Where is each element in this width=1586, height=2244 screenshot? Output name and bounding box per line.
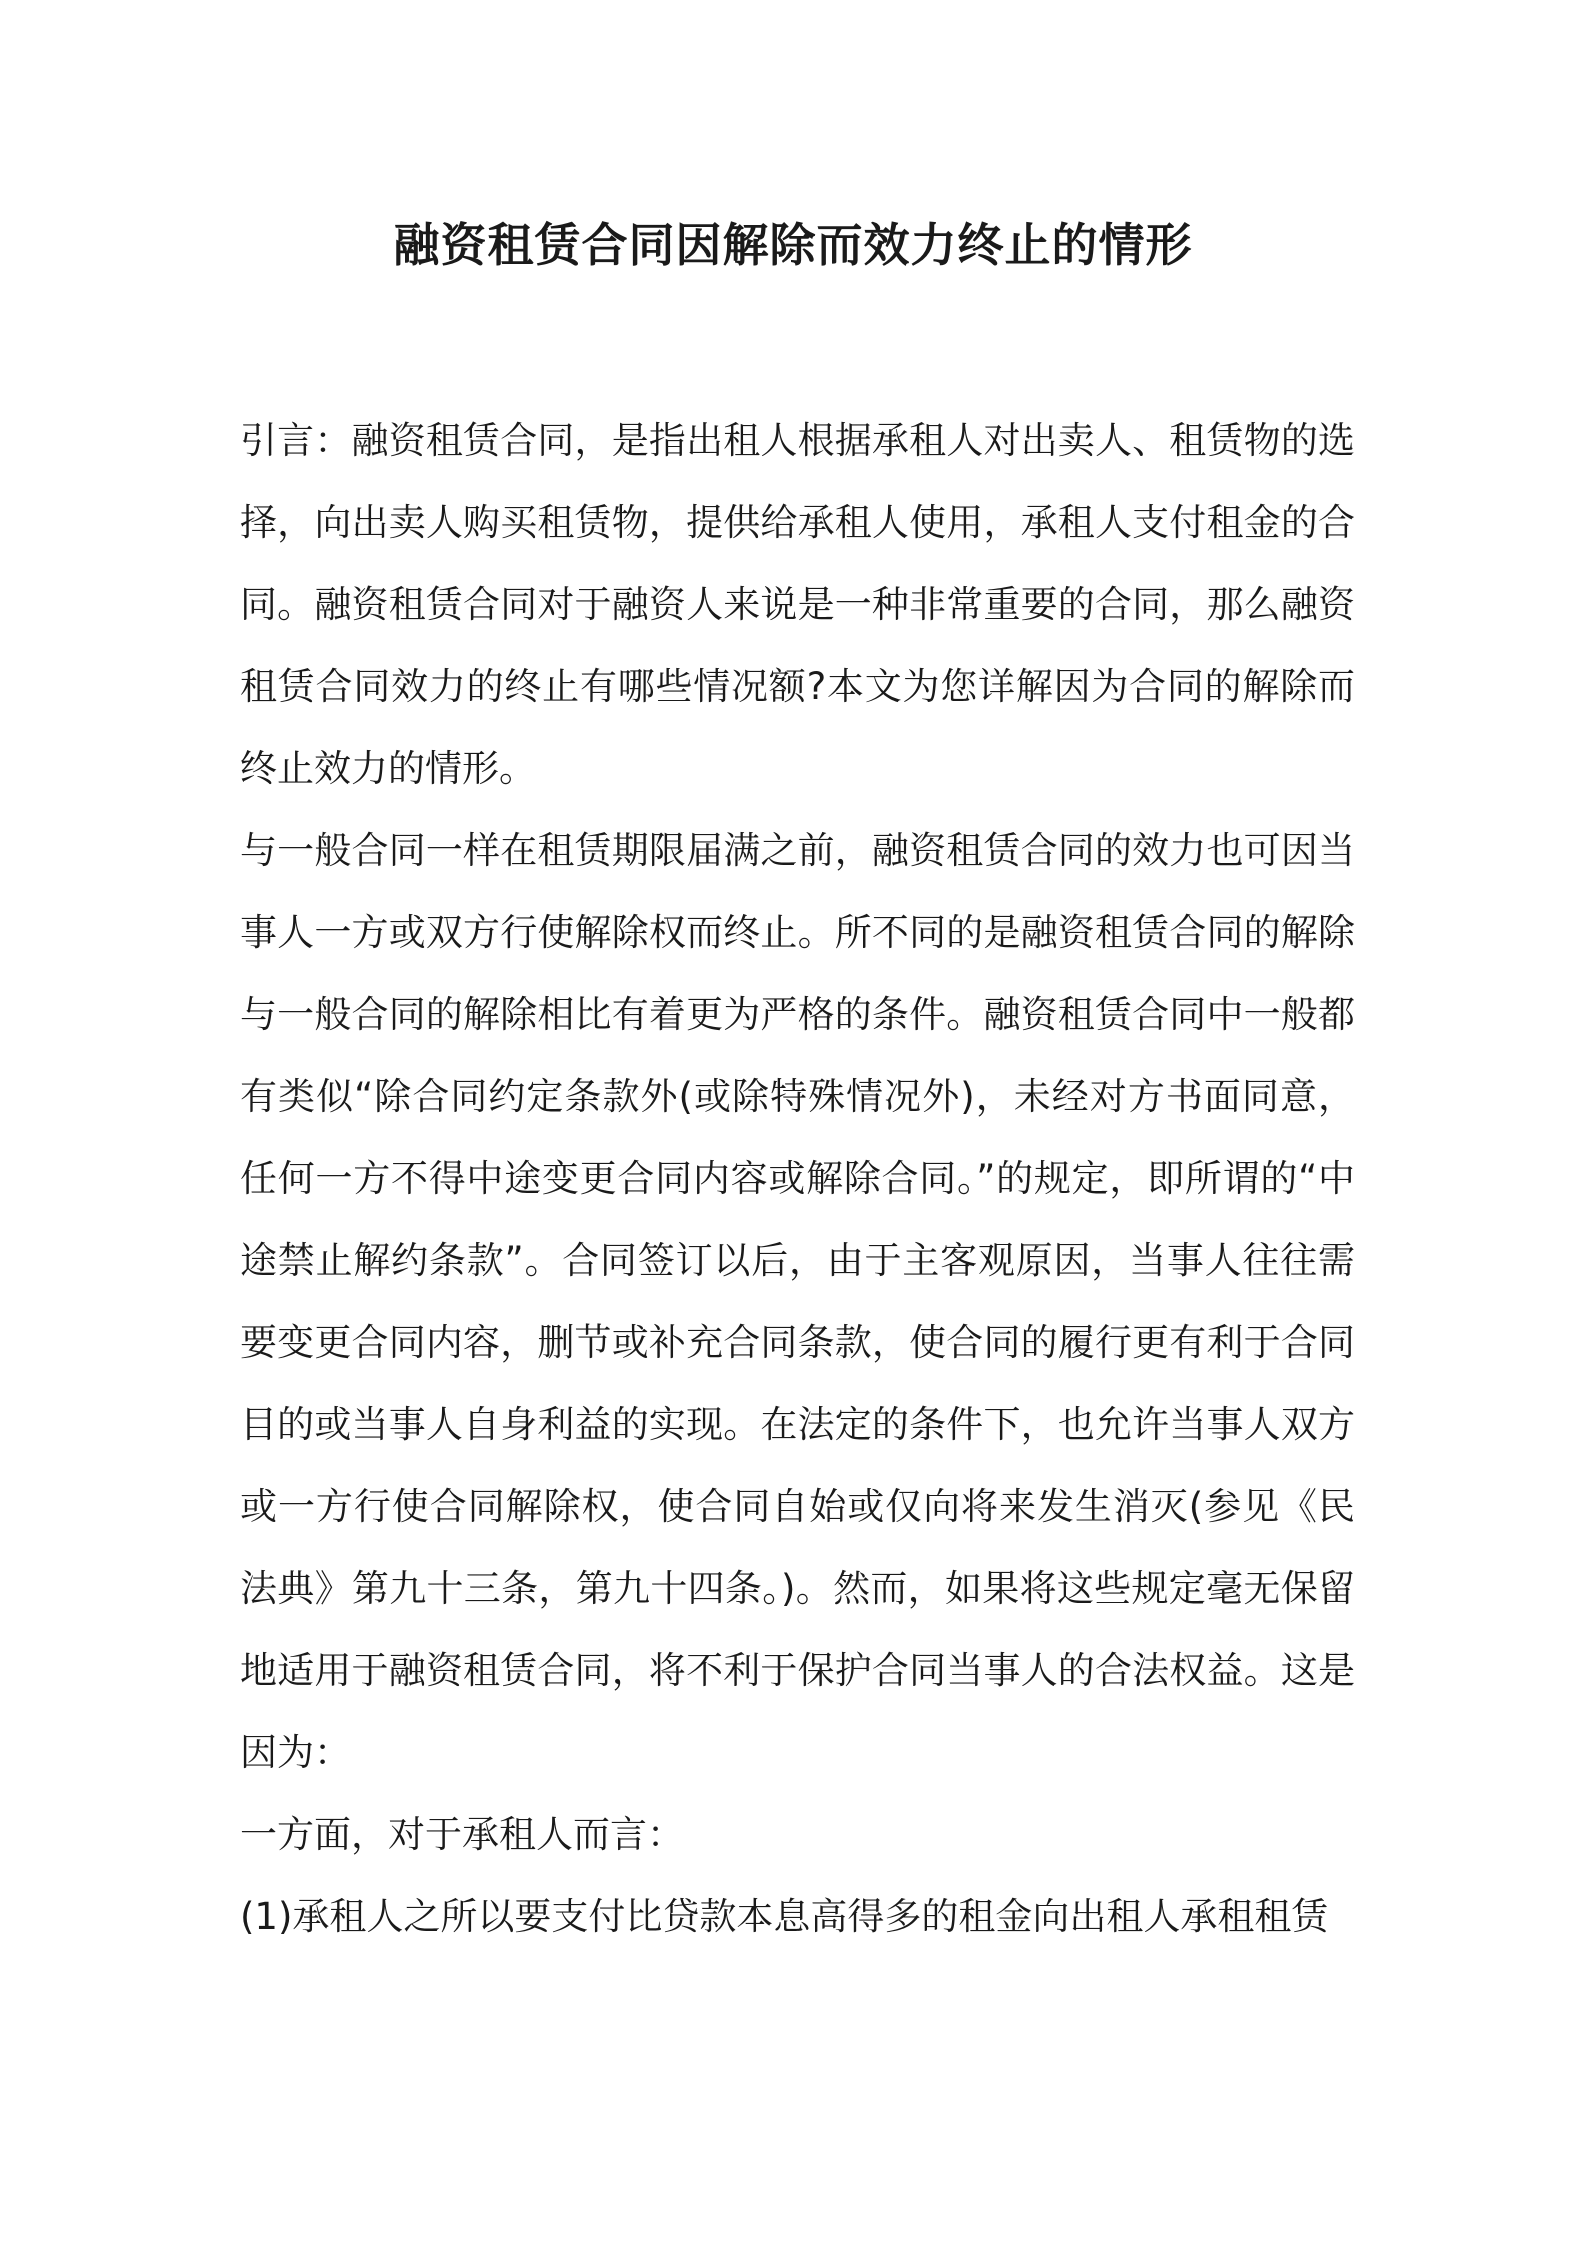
paragraph-item-1: (1)承租人之所以要支付比贷款本息高得多的租金向出租人承租租赁 bbox=[240, 1895, 1329, 1938]
document-title: 融资租赁合同因解除而效力终止的情形 bbox=[393, 218, 1193, 272]
paragraph-introduction: 引言：融资租赁合同，是指出租人根据承租人对出卖人、租赁物的选择，向出卖人购买租赁物，提供给承租人使用，承租人支付租金的合同。融资租赁合同对于融资人来说是一种非常重要的合同，那么融资租赁合同效力的终止有哪些情况额?本文为您详解因为合同的解除而终止效力的情形。 bbox=[240, 419, 1355, 790]
paragraph-lessee-heading: 一方面，对于承租人而言： bbox=[240, 1813, 684, 1856]
paragraph-termination-conditions: 与一般合同一样在租赁期限届满之前，融资租赁合同的效力也可因当事人一方或双方行使解除权而终止。所不同的是融资租赁合同的解除与一般合同的解除相比有着更为严格的条件。融资租赁合同中一般都有类似“除合同约定条款外(或除特殊情况外)，未经对方书面同意，任何一方不得中途变更合同内容或解除合同。”的规定，即所谓的“中途禁止解约条款”。合同签订以后，由于主客观原因，当事人往往需要变更合同内容，删节或补充合同条款，使合同的履行更有利于合同目的或当事人自身利益的实现。在法定的条件下，也允许当事人双方或一方行使合同解除权，使合同自始或仅向将来发生消灭(参见《民法典》第九十三条，第九十四条。)。然而，如果将这些规定毫无保留地适用于融资租赁合同，将不利于保护合同当事人的合法权益。这是因为： bbox=[240, 829, 1355, 1774]
document-body bbox=[240, 400, 1355, 1958]
